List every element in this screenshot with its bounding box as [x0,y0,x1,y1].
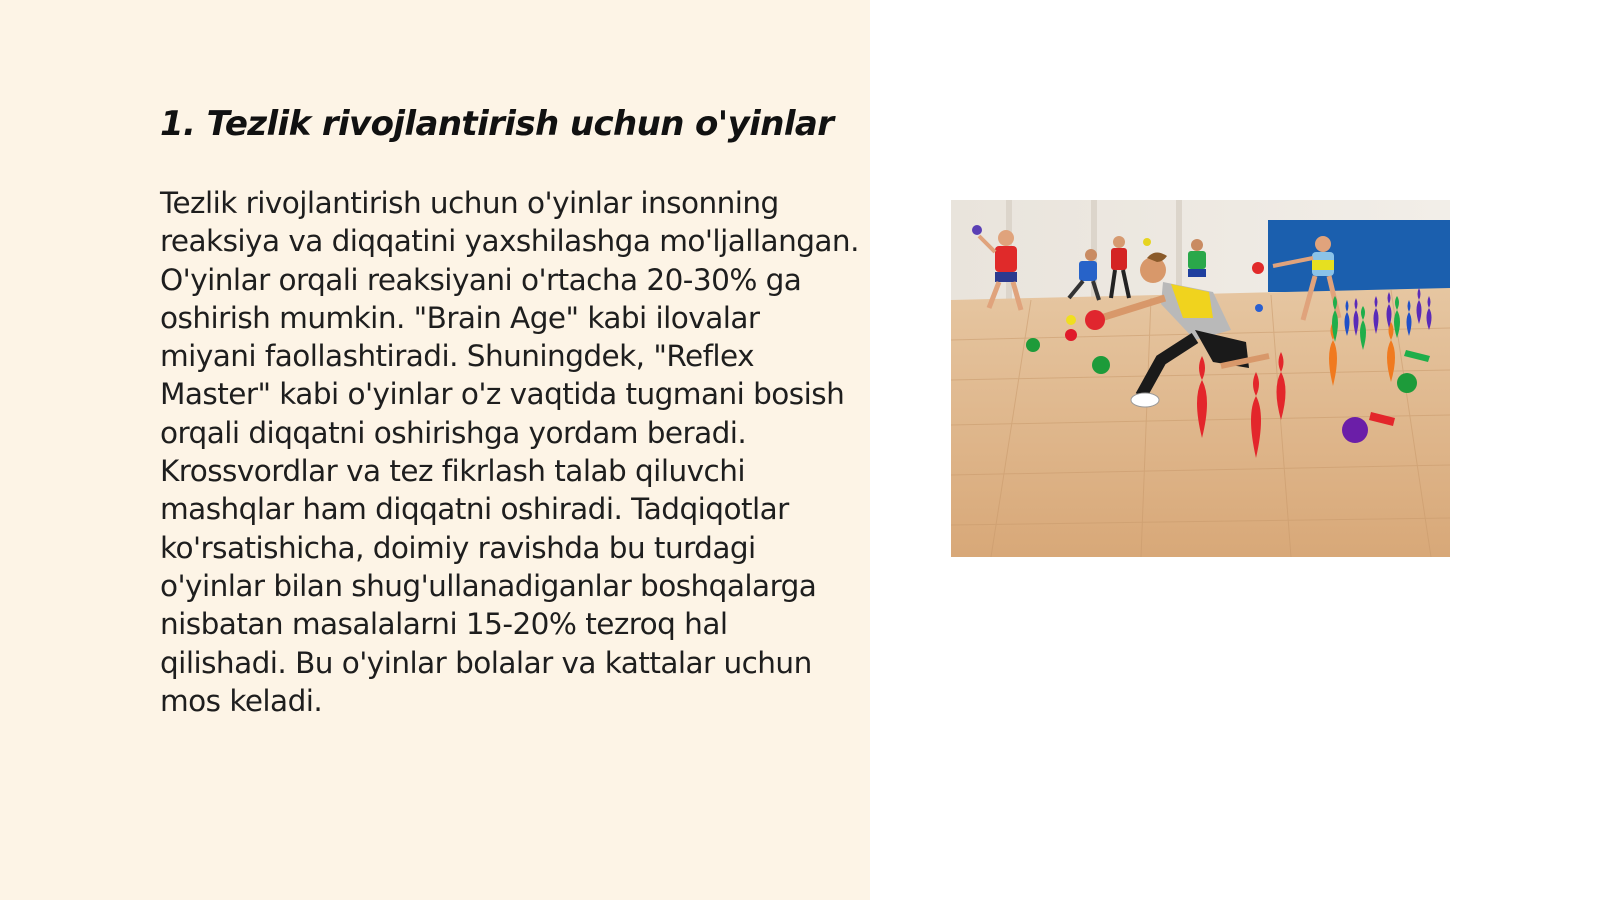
green-ball [1397,373,1417,393]
purple-ball [1342,417,1368,443]
gym-bowling-game-photo [951,200,1450,557]
slide-title: 1. Tezlik rivojlantirish uchun o'yinlar [160,104,834,144]
yellow-ball [1066,315,1076,325]
green-ball [1092,356,1110,374]
slide-paragraph: Tezlik rivojlantirish uchun o'yinlar insonning reaksiya va diqqatini yaxshilashga mo'ljallangan. O'yinlar orqali reaksiyani o'rtacha 20-30% ga oshirish mumkin. "Brain Age" kabi ilovalar miyani faollashtiradi. Shuningdek, "Reflex Master" kabi o'yinlar o'z vaqtida tugmani bosish orqali diqqatni oshirishga yordam beradi. Krossvordlar va tez fikrlash talab qiluvchi mashqlar ham diqqatni oshiradi. Tadqiqotlar ko'rsatishicha, doimiy ravishda bu turdagi o'yinlar bilan shug'ullanadiganlar boshqalarga nisbatan masalalarni 15-20% tezroq hal qilishadi. Bu o'yinlar bolalar va kattalar uchun mos keladi. [160,186,859,718]
green-ball [1026,338,1040,352]
blue-ball [1255,304,1263,312]
red-ball [1065,329,1077,341]
blue-wall-mat [1268,220,1450,292]
